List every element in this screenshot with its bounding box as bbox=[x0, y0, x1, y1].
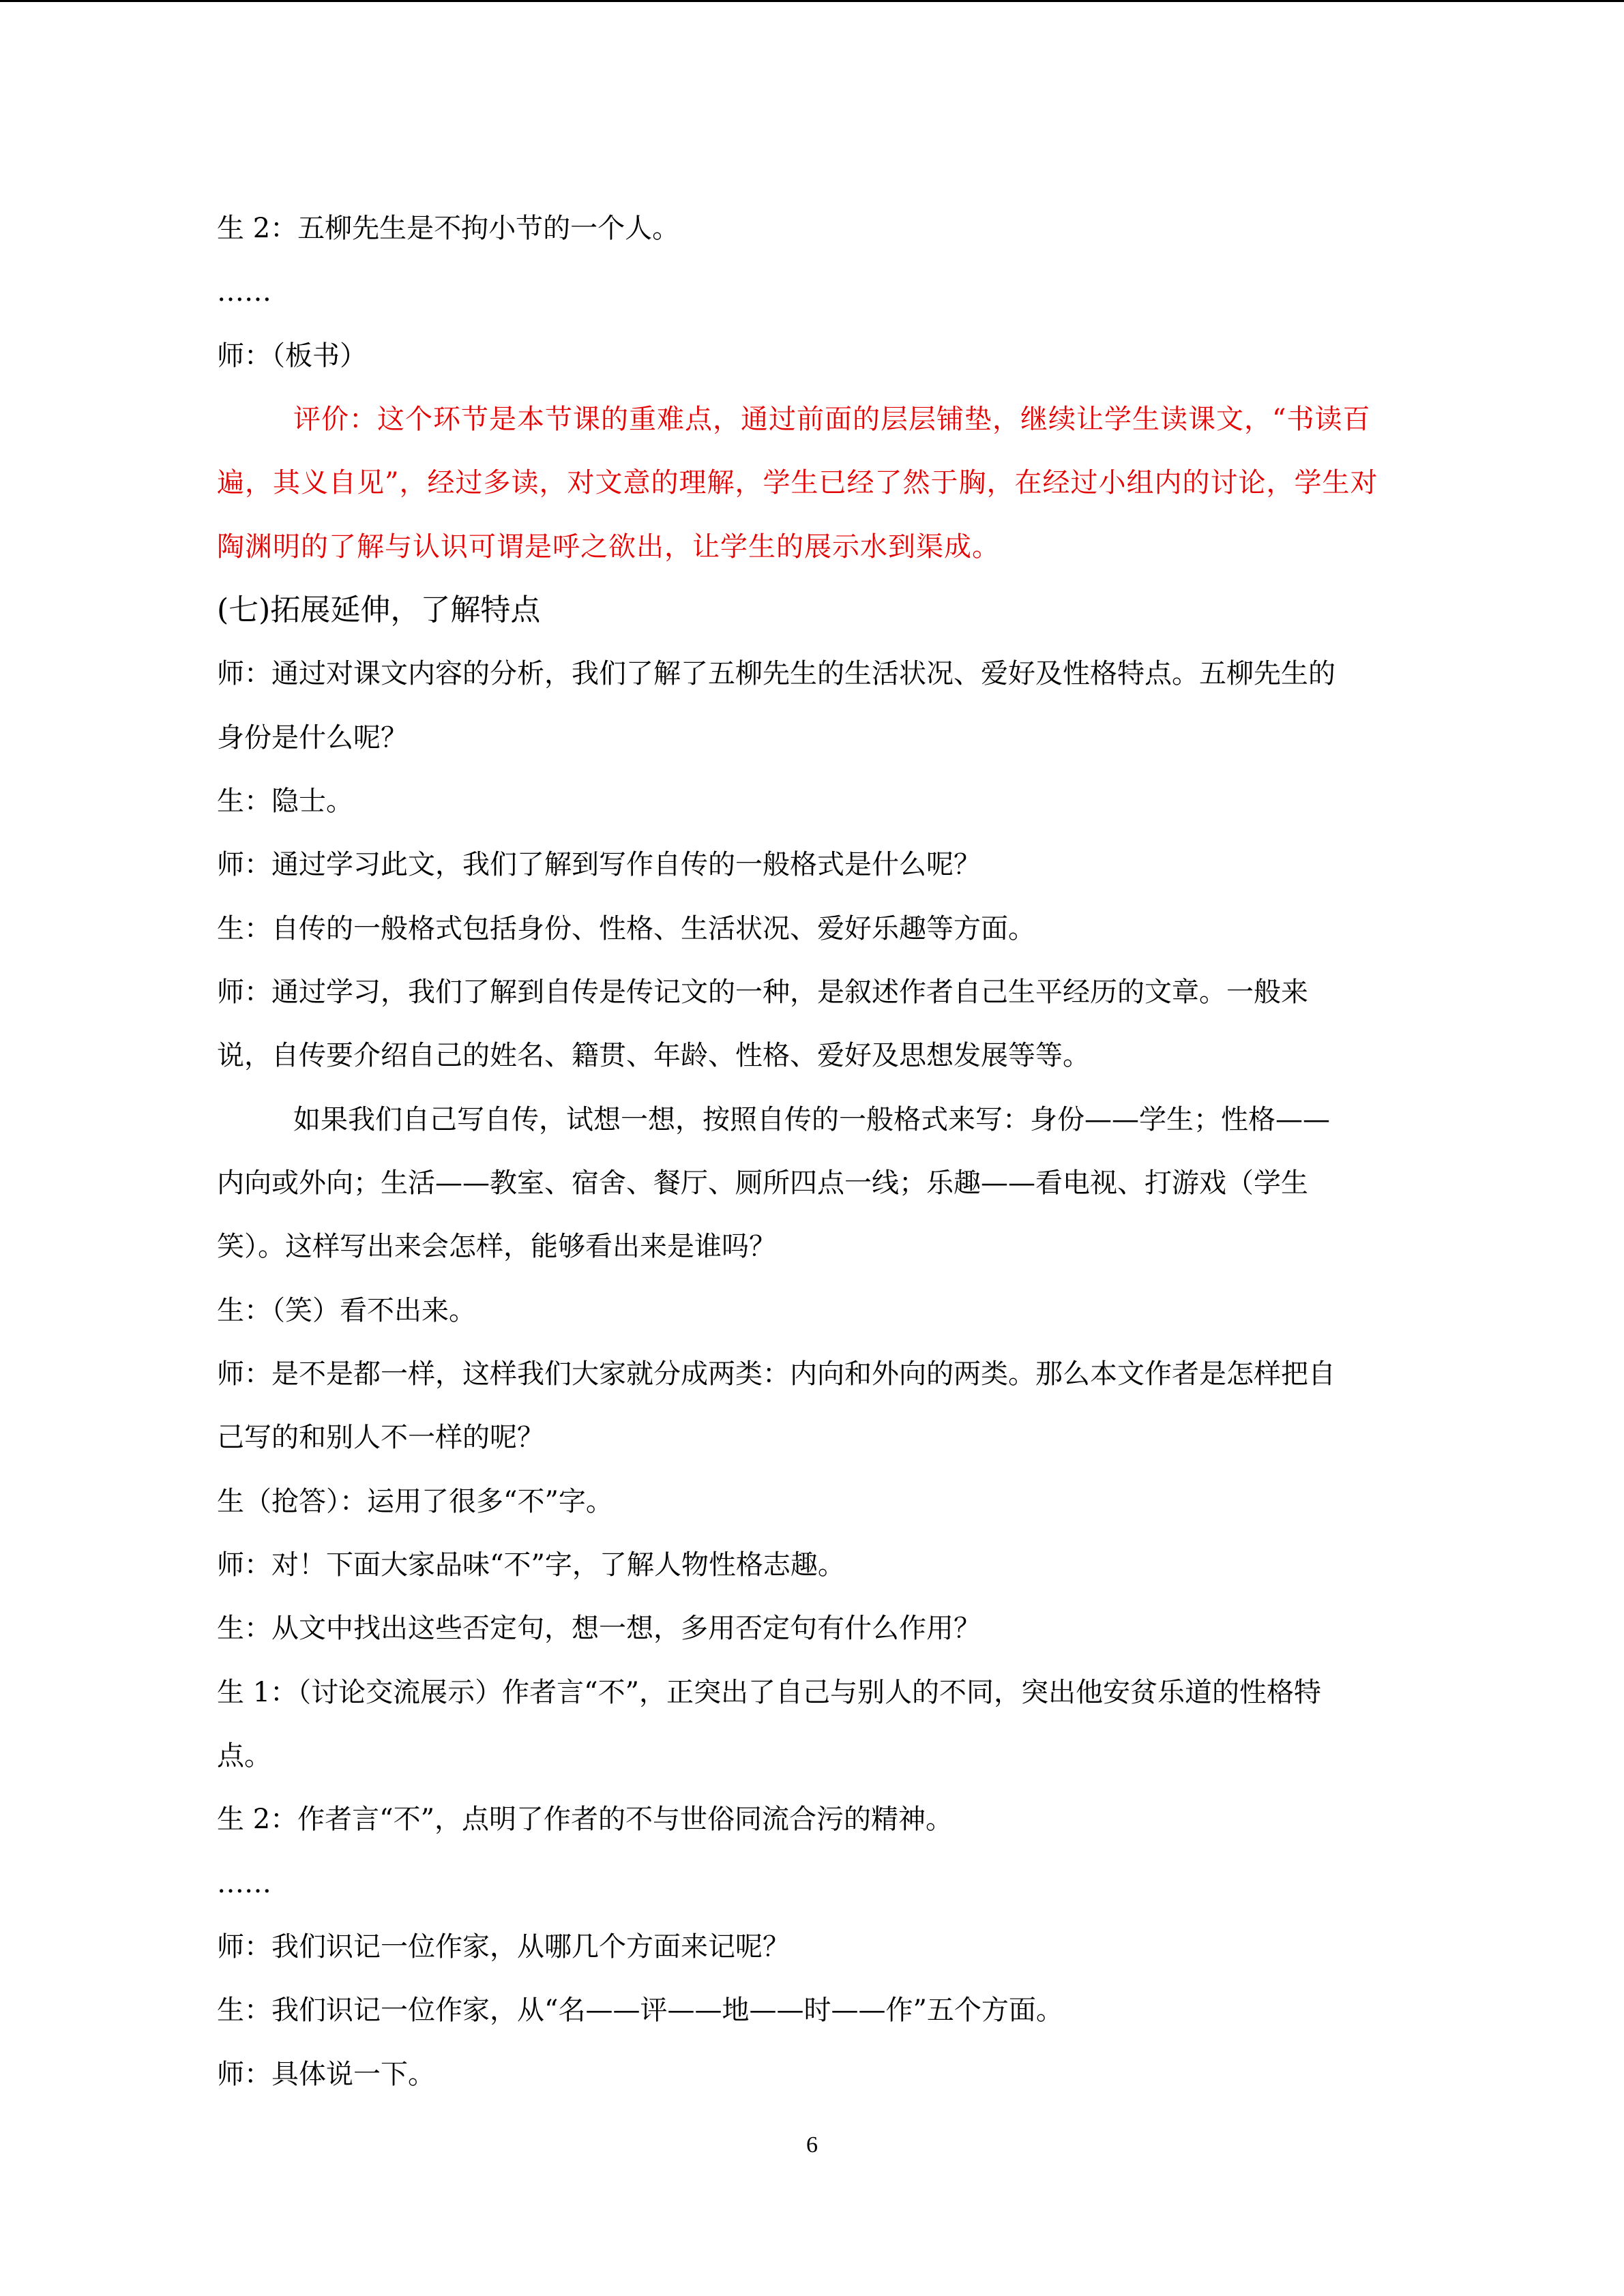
evaluation-line: 陶渊明的了解与认识可谓是呼之欲出，让学生的展示水到渠成。 bbox=[217, 531, 1000, 563]
section-heading: (七)拓展延伸，了解特点 bbox=[217, 593, 541, 627]
text-line: 点。 bbox=[217, 1740, 271, 1772]
text-line: 师：是不是都一样，这样我们大家就分成两类：内向和外向的两类。那么本文作者是怎样把自 bbox=[217, 1358, 1335, 1390]
text-line: 说，自传要介绍自己的姓名、籍贯、年龄、性格、爱好及思想发展等等。 bbox=[217, 1040, 1090, 1071]
text-line: 师：（板书） bbox=[217, 340, 367, 372]
text-line: 生 2：五柳先生是不拘小节的一个人。 bbox=[217, 213, 680, 244]
text-line: 生：（笑）看不出来。 bbox=[217, 1295, 476, 1326]
text-line: 如果我们自己写自传，试想一想，按照自传的一般格式来写：身份——学生；性格—— bbox=[293, 1104, 1330, 1135]
text-line: 身份是什么呢？ bbox=[217, 722, 408, 754]
text-line: 师：具体说一下。 bbox=[217, 2059, 435, 2090]
ellipsis-line: …… bbox=[217, 276, 271, 308]
text-line: 内向或外向；生活——教室、宿舍、餐厅、厕所四点一线；乐趣——看电视、打游戏（学生 bbox=[217, 1167, 1308, 1199]
text-line: 师：通过学习此文，我们了解到写作自传的一般格式是什么呢？ bbox=[217, 849, 981, 880]
ellipsis-line: …… bbox=[217, 1868, 271, 1899]
page-number: 6 bbox=[806, 2132, 818, 2158]
evaluation-line: 评价：这个环节是本节课的重难点，通过前面的层层铺垫，继续让学生读课文，“书读百 bbox=[293, 404, 1371, 435]
text-line: 己写的和别人不一样的呢？ bbox=[217, 1422, 544, 1453]
document-page bbox=[217, 0, 1417, 2296]
text-line: 笑）。这样写出来会怎样，能够看出来是谁吗？ bbox=[217, 1231, 776, 1262]
text-line: 生：隐士。 bbox=[217, 786, 353, 817]
text-line: 生（抢答）：运用了很多“不”字。 bbox=[217, 1486, 613, 1517]
text-line: 师：通过学习，我们了解到自传是传记文的一种，是叙述作者自己生平经历的文章。一般来 bbox=[217, 976, 1308, 1008]
text-line: 师：通过对课文内容的分析，我们了解了五柳先生的生活状况、爱好及性格特点。五柳先生的 bbox=[217, 658, 1335, 689]
text-line: 生 1：（讨论交流展示）作者言“不”，正突出了自己与别人的不同，突出他安贫乐道的性格特 bbox=[217, 1677, 1322, 1708]
evaluation-line: 遍，其义自见”，经过多读，对文意的理解，学生已经了然于胸，在经过小组内的讨论，学生对 bbox=[217, 467, 1378, 498]
text-line: 生：自传的一般格式包括身份、性格、生活状况、爱好乐趣等方面。 bbox=[217, 913, 1035, 944]
text-line: 生：我们识记一位作家，从“名——评——地——时——作”五个方面。 bbox=[217, 1995, 1063, 2026]
text-line: 生：从文中找出这些否定句，想一想，多用否定句有什么作用？ bbox=[217, 1613, 981, 1644]
text-line: 生 2：作者言“不”，点明了作者的不与世俗同流合污的精神。 bbox=[217, 1804, 954, 1835]
text-line: 师：对！下面大家品味“不”字，了解人物性格志趣。 bbox=[217, 1549, 845, 1581]
text-line: 师：我们识记一位作家，从哪几个方面来记呢？ bbox=[217, 1931, 790, 1963]
